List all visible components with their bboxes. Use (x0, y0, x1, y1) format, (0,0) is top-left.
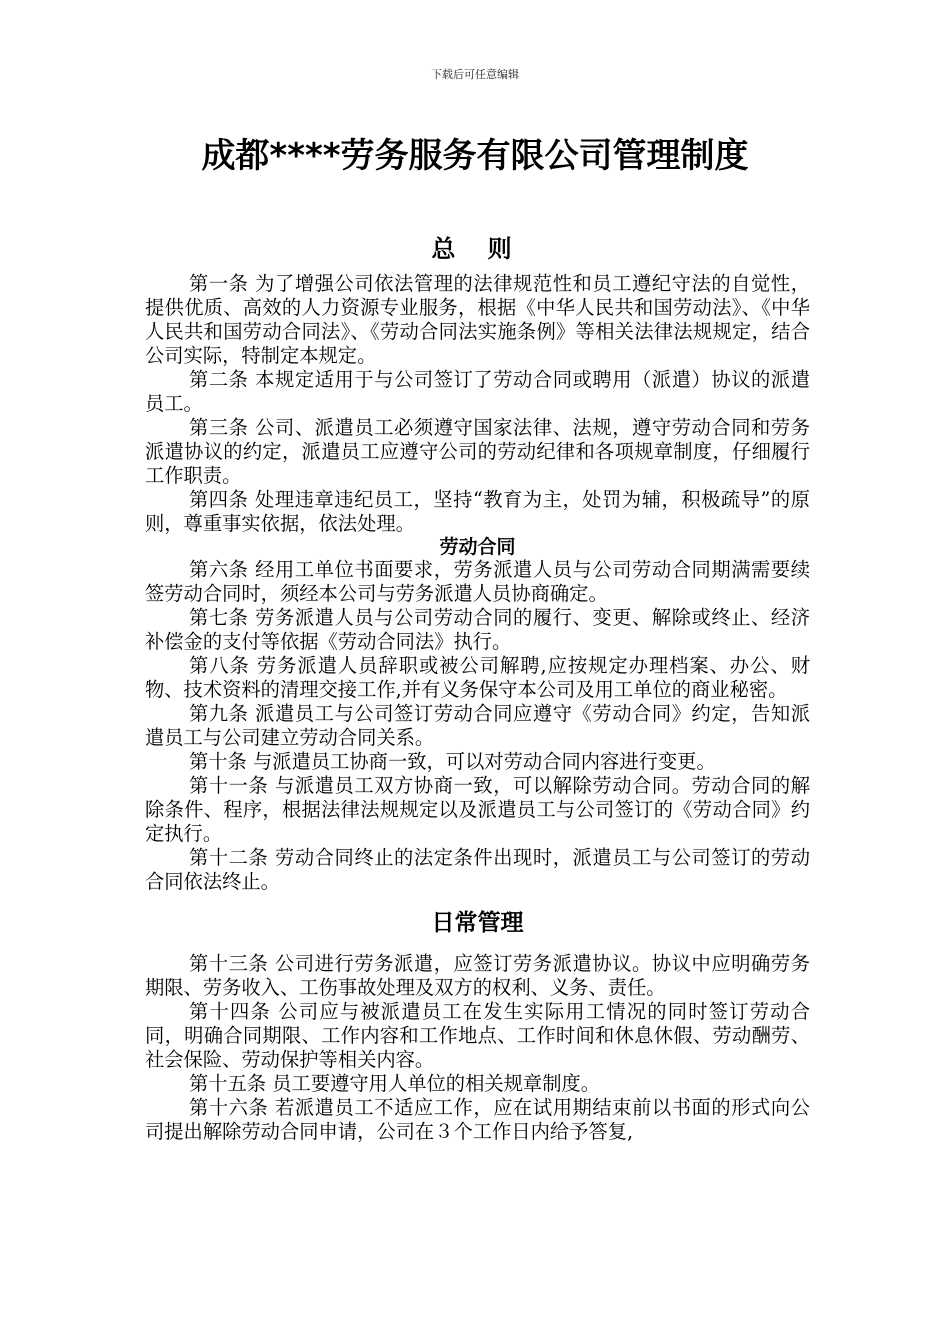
article: 第二条 本规定适用于与公司签订了劳动合同或聘用（派遣）协议的派遣员工。 (145, 368, 810, 415)
article: 第七条 劳务派遣人员与公司劳动合同的履行、变更、解除或终止、经济补偿金的支付等依据《劳动合同法》执行。 (145, 606, 810, 653)
article: 第十四条 公司应与被派遣员工在发生实际用工情况的同时签订劳动合同，明确合同期限、工作内容和工作地点、工作时间和休息休假、劳动酬劳、社会保险、劳动保护等相关内容。 (145, 1000, 810, 1071)
section-heading-labor-contract: 劳动合同 (439, 536, 516, 558)
article: 第十六条 若派遣员工不适应工作，应在试用期结束前以书面的形式向公司提出解除劳动合同申请，公司在３个工作日内给予答复, (145, 1096, 810, 1143)
article: 第十三条 公司进行劳务派遣，应签订劳务派遣协议。协议中应明确劳务期限、劳务收入、工伤事故处理及双方的权利、义务、责任。 (145, 952, 810, 999)
header-note: 下载后可任意编辑 (431, 68, 519, 81)
section-heading-daily-management: 日常管理 (431, 910, 524, 936)
article: 第三条 公司、派遣员工必须遵守国家法律、法规，遵守劳动合同和劳务派遣协议的约定，派遣员工应遵守公司的劳动纪律和各项规章制度，仔细履行工作职责。 (145, 416, 810, 487)
article: 第四条 处理违章违纪员工，坚持“教育为主，处罚为辅，积极疏导”的原则，尊重事实依据，依法处理。 (145, 488, 810, 535)
article: 第六条 经用工单位书面要求，劳务派遣人员与公司劳动合同期满需要续签劳动合同时，须经本公司与劳务派遣人员协商确定。 (145, 558, 810, 605)
article: 第十五条 员工要遵守用人单位的相关规章制度。 (189, 1072, 601, 1095)
article: 第九条 派遣员工与公司签订劳动合同应遵守《劳动合同》约定，告知派遣员工与公司建立劳动合同关系。 (145, 702, 810, 749)
article: 第十二条 劳动合同终止的法定条件出现时，派遣员工与公司签订的劳动合同依法终止。 (145, 846, 810, 893)
article: 第十条 与派遣员工协商一致，可以对劳动合同内容进行变更。 (189, 750, 716, 773)
article: 第十一条 与派遣员工双方协商一致，可以解除劳动合同。劳动合同的解除条件、程序，根据法律法规规定以及派遣员工与公司签订的《劳动合同》约定执行。 (145, 774, 810, 845)
article: 第八条 劳务派遣人员辞职或被公司解聘,应按规定办理档案、办公、财物、技术资料的清理交接工作,并有义务保守本公司及用工单位的商业秘密。 (145, 654, 810, 701)
article: 第一条 为了增强公司依法管理的法律规范性和员工遵纪守法的自觉性，提供优质、高效的人力资源专业服务，根据《中华人民共和国劳动法》、《中华人民共和国劳动合同法》、《劳动合同法实施条例》等相关法律法规规定，结合公司实际，特制定本规定。 (145, 272, 810, 367)
section-heading-general: 总 则 (431, 235, 524, 263)
document-title: 成都****劳务服务有限公司管理制度 (201, 136, 749, 176)
document-body (145, 232, 810, 1144)
